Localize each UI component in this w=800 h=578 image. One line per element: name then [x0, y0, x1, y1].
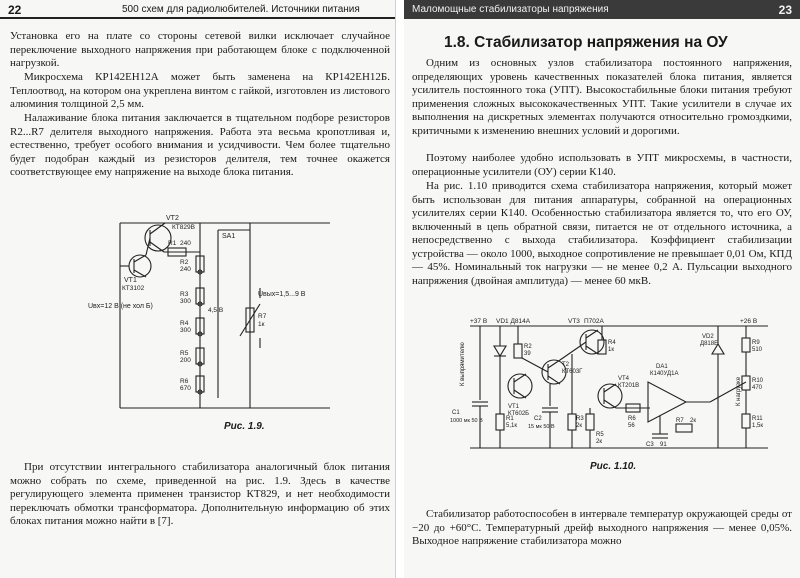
fig10-vt3-type: П702А [584, 318, 604, 325]
fig10-vt4-type: КТ201В [618, 383, 640, 389]
fig10-c2-label: C2 [534, 416, 542, 422]
left-page-number: 22 [8, 3, 22, 17]
fig10-vt1-label: VT1 [508, 404, 520, 410]
fig10-r11-value: 1,5к [752, 423, 763, 429]
fig9-r4-label: R4 [180, 320, 189, 327]
fig10-r1-label: R1 [506, 416, 514, 422]
fig9-r7-value: 1к [258, 321, 265, 328]
fig10-c1-value: 1000 мк 50 В [450, 418, 483, 424]
right-paragraph-2: Поэтому наиболее удобно использовать в УПТ микросхемы, в частности, операционные усилители (ОУ) серии К140. [412, 152, 792, 178]
fig9-sa1-label: SA1 [222, 233, 236, 240]
left-page-header [0, 0, 395, 19]
right-paragraph-1: Одним из основных узлов стабилизатора постоянного напряжения, определяющих уровень качественных показателей блока питания, является усилитель постоянного тока (УПТ). Высокостабильные блоки питания требуют применения сложных высококачественных УПТ. Такие усилители в случае их выполнения на дискретных элементах получаются относительно громоздкими, критичными к изменению внешних условий и дорогими. [412, 57, 792, 137]
fig10-right-side-label: К нагрузке [736, 376, 742, 406]
fig10-r6-value: 56 [628, 423, 635, 429]
fig9-r2-label: R2 [180, 259, 189, 266]
left-paragraph-3: Налаживание блока питания заключается в тщательном подборе резисторов R2...R7 делителя выходного напряжения. Работа эта весьма кропотливая и, естественно, требует особого внимания и усидчивости. Чем более тщательно будет подобран каждый из резисторов делителя, тем точнее окажется соответствующее ему напряжение на выходе блока питания. [10, 112, 390, 178]
fig10-r5-label: R5 [596, 432, 604, 438]
fig10-r9-value: 510 [752, 347, 763, 353]
right-paragraph-3: На рис. 1.10 приводится схема стабилизатора напряжения, который может быть использован для питания аппаратуры, собранной на операционных усилителях серии К140. Особенностью стабилизатора является то, что его ОУ, включенный в цепь обратной связи, питается не от отдельного источника, а непосредственно с выхода стабилизатора. Коэффициент стабилизации устройства — около 1000, выходное сопротивление не превышает 0,01 Ом, КПД — 45%. Номинальный ток нагрузки — не менее 0,2 А. Пульсации выходного напряжения (двойная амплитуда) — менее 60 мкВ. [412, 180, 792, 287]
right-page-header [404, 0, 800, 19]
fig10-c3-label: C3 [646, 442, 654, 448]
fig9-r6-label: R6 [180, 378, 189, 385]
fig9-r2-value: 240 [180, 266, 191, 273]
fig10-t2-type: КТ603Г [562, 369, 583, 375]
fig10-vt3-label: VT3 [568, 318, 580, 325]
fig10-vd1-label: VD1 Д814А [496, 318, 531, 325]
fig10-r11-label: R11 [752, 416, 763, 422]
left-paragraph-2: Микросхема КР142ЕН12А может быть заменена на КР142ЕН12Б. Теплоотвод, на котором она укреплена винтом с гайкой, изготовлен из листового алюминия толщиной 2,5 мм. [10, 71, 390, 110]
figure-1-9-caption: Рис. 1.9. [224, 421, 265, 432]
right-running-title: Маломощные стабилизаторы напряжения [412, 4, 609, 15]
fig10-output-rail: +26 В [740, 318, 758, 325]
figure-1-10-schematic [450, 316, 780, 456]
fig9-r3-label: R3 [180, 291, 189, 298]
fig9-v45-label: 4,5 В [208, 307, 224, 314]
section-title: 1.8. Стабилизатор напряжения на ОУ [444, 34, 728, 51]
figure-1-9-schematic [88, 208, 340, 418]
fig10-r7-label: R7 [676, 418, 684, 424]
fig10-c1-label: C1 [452, 410, 460, 416]
left-bottom-paragraph: При отсутствии интегрального стабилизатора аналогичный блок питания можно собрать по схеме, приведенной на рис. 1.9. Здесь в качестве регулирующего элемента применен транзистор КТ829, и нет необходимости переключать обмотки трансформатора. Дополнительную информацию об этих блоках питания можно найти в [7]. [10, 461, 390, 527]
fig10-r3-value: 2к [576, 423, 582, 429]
fig10-r3-label: R3 [576, 416, 584, 422]
fig9-input-voltage: Uвх=12 В (не хол Б) [88, 303, 153, 310]
fig10-r10-label: R10 [752, 378, 764, 384]
fig10-da1-type: К140УД1А [650, 371, 679, 377]
fig10-t2-label: T2 [562, 362, 570, 368]
fig10-vd2-label: VD2 [702, 334, 714, 340]
right-page [404, 0, 800, 578]
fig10-r10-value: 470 [752, 385, 763, 391]
fig10-left-side-label: К выпрямителю [460, 342, 466, 386]
fig9-r7-label: R7 [258, 313, 267, 320]
fig10-c2-value: 15 мк 50 В [528, 424, 555, 430]
fig10-r6-label: R6 [628, 416, 636, 422]
fig9-vt1-type: КТ3102 [122, 285, 145, 292]
fig10-r4-value: 1к [608, 347, 614, 353]
fig10-r4-label: R4 [608, 340, 616, 346]
fig9-output-voltage: Uвых=1,5...9 В [258, 291, 306, 298]
fig10-r2-label: R2 [524, 344, 532, 350]
fig9-r5-label: R5 [180, 350, 189, 357]
figure-1-10-caption: Рис. 1.10. [590, 461, 637, 472]
fig9-r4-value: 300 [180, 327, 191, 334]
left-running-title: 500 схем для радиолюбителей. Источники питания [122, 4, 360, 15]
right-page-number: 23 [778, 3, 792, 17]
fig9-r5-value: 200 [180, 357, 191, 364]
fig9-r6-value: 670 [180, 385, 191, 392]
fig10-vt1-type: КТ602Б [508, 411, 530, 417]
fig10-r1-value: 5,1к [506, 423, 517, 429]
fig10-c3-value: 91 [660, 442, 667, 448]
fig10-input-rail: +37 В [470, 318, 488, 325]
fig9-vt2-type: КТ829В [172, 224, 195, 231]
left-paragraph-1: Установка его на плате со стороны сетевой вилки исключает случайное переключение выходного напряжения при работающем блоке с подключенной нагрузкой. [10, 30, 390, 69]
left-page [0, 0, 396, 578]
fig10-r7-value: 2к [690, 418, 696, 424]
fig10-vd2-type: Д818Е [700, 341, 719, 347]
fig10-r2-value: 39 [524, 351, 531, 357]
fig9-vt2-label: VT2 [166, 215, 179, 222]
fig10-da1-label: DA1 [656, 364, 668, 370]
right-bottom-paragraph: Стабилизатор работоспособен в интервале температур окружающей среды от −20 до +60°С. Температурный дрейф выходного напряжения — менее 0,05%. Выходное напряжение стабилизатора можно [412, 508, 792, 547]
fig9-r3-value: 300 [180, 298, 191, 305]
fig9-r1-value: 240 [180, 240, 191, 247]
fig10-vt4-label: VT4 [618, 376, 630, 382]
fig9-r1-label: R1 [168, 240, 177, 247]
fig10-r5-value: 2к [596, 439, 602, 445]
fig10-r9-label: R9 [752, 340, 760, 346]
fig9-vt1-label: VT1 [124, 277, 137, 284]
